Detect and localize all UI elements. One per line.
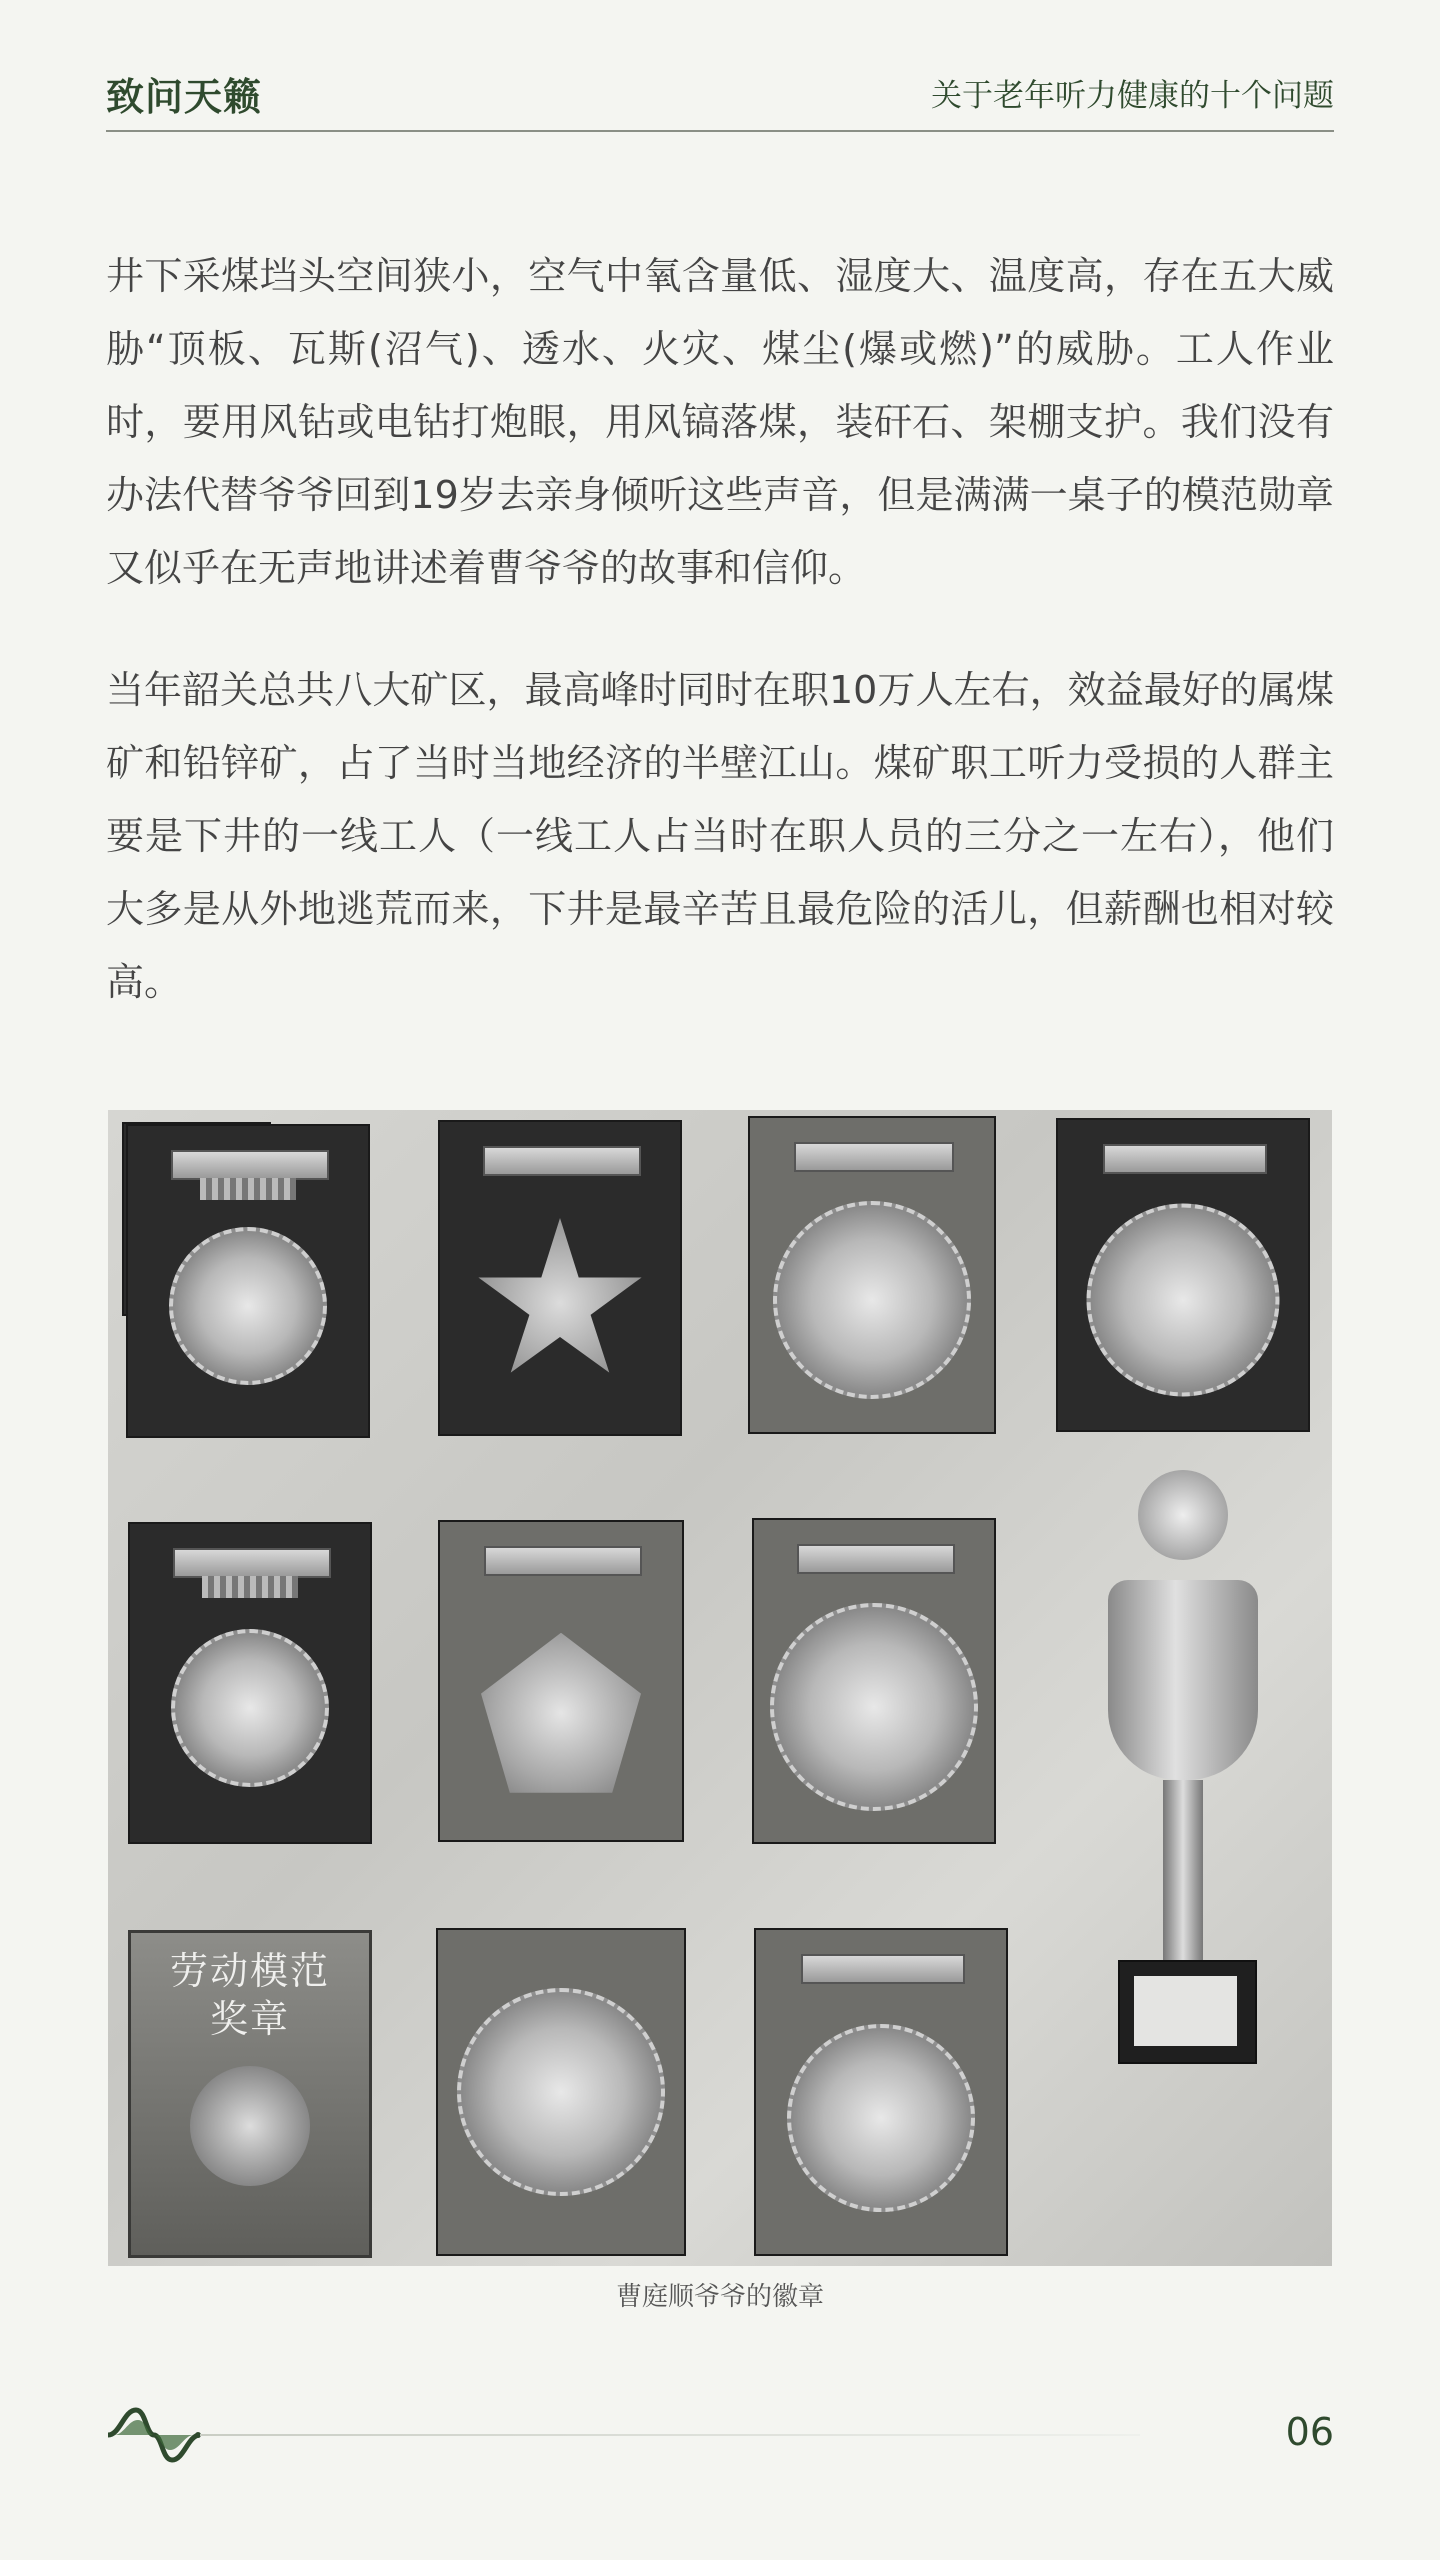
- footer-divider: [200, 2434, 1140, 2436]
- trophy-cup: [1108, 1580, 1258, 1780]
- booklet-title: 劳动模范 奖章: [169, 1949, 330, 2041]
- medal-booklet: [128, 1930, 372, 2258]
- medal-card: [1056, 1118, 1310, 1432]
- body-paragraph-1: 井下采煤垱头空间狭小，空气中氧含量低、湿度大、温度高，存在五大威胁“顶板、瓦斯(沼气)、透水、火灾、煤尘(爆或燃)”的威胁。工人作业时，要用风钻或电钻打炮眼，用风镐落煤，装矸石、架棚支护。我们没有办法代替爷爷回到19岁去亲身倾听这些声音，但是满满一桌子的模范勋章又似乎在无声地讲述着曹爷爷的故事和信仰。: [106, 254, 1334, 590]
- medals-photo: [108, 1110, 1332, 2266]
- figure-caption: 曹庭顺爷爷的徽章: [615, 2282, 824, 2312]
- series-title: 关于老年听力健康的十个问题: [931, 78, 1334, 114]
- medal-card: [752, 1518, 996, 1844]
- medal-card: [748, 1116, 996, 1434]
- page-number: 06: [1285, 2410, 1334, 2454]
- medal-card: [438, 1520, 684, 1842]
- brand-logo-text: 致问天籁: [106, 74, 263, 119]
- medal-card: [436, 1928, 686, 2256]
- medal-card: [438, 1120, 682, 1436]
- trophy-plate: [1134, 1976, 1237, 2046]
- body-paragraph-2: 当年韶关总共八大矿区，最高峰时同时在职10万人左右，效益最好的属煤矿和铅锌矿，占了当时当地经济的半壁江山。煤矿职工听力受损的人群主要是下井的一线工人（一线工人占当时在职人员的三分之一左右），他们大多是从外地逃荒而来，下井是最辛苦且最危险的活儿，但薪酬也相对较高。: [106, 668, 1334, 1004]
- medal-card: [754, 1928, 1008, 2256]
- medal-card: [128, 1522, 372, 1844]
- sound-wave-logo-icon: [106, 2400, 202, 2470]
- trophy-stem: [1163, 1780, 1203, 1960]
- trophy-emblem: [1138, 1470, 1228, 1560]
- page-header: [106, 58, 1334, 132]
- medal-card: [126, 1124, 370, 1438]
